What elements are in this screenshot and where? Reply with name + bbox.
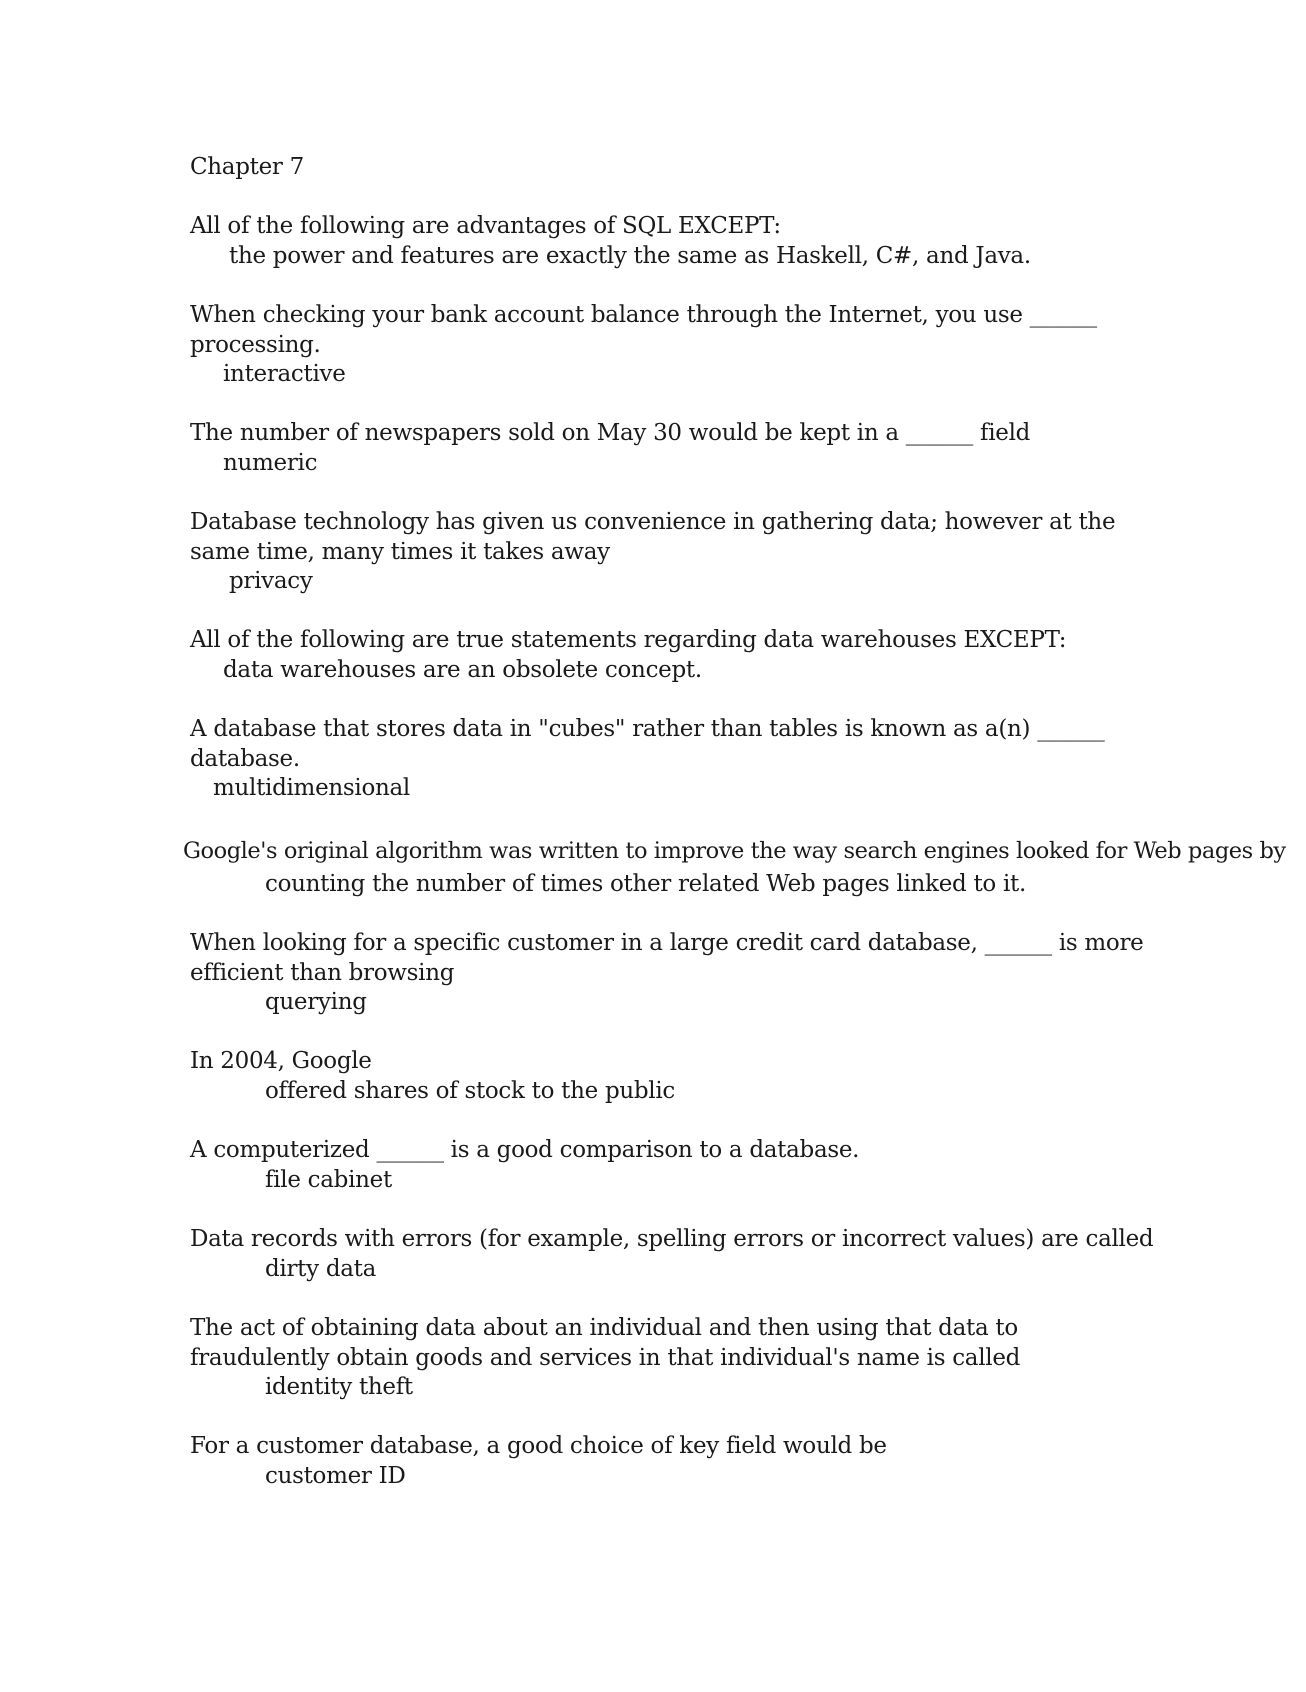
question-prompt: A database that stores data in "cubes" rather than tables is known as a(n) ______: [190, 716, 1105, 742]
question-prompt: For a customer database, a good choice of key field would be: [190, 1433, 887, 1459]
question-answer: identity theft: [265, 1374, 413, 1400]
question-answer: the power and features are exactly the same as Haskell, C#, and Java.: [229, 243, 1031, 269]
question-answer: numeric: [223, 450, 318, 476]
question-answer: interactive: [223, 361, 346, 387]
question-prompt: A computerized ______ is a good comparison to a database.: [190, 1137, 860, 1163]
question-answer: privacy: [229, 568, 313, 594]
question-prompt: The number of newspapers sold on May 30 would be kept in a ______ field: [190, 420, 1031, 446]
question-prompt: efficient than browsing: [190, 960, 455, 986]
question-prompt: When looking for a specific customer in a large credit card database, ______ is more: [190, 930, 1144, 956]
question-prompt: All of the following are true statements regarding data warehouses EXCEPT:: [190, 627, 1067, 653]
question-prompt: same time, many times it takes away: [190, 539, 610, 565]
question-answer: offered shares of stock to the public: [265, 1078, 675, 1104]
question-prompt: processing.: [190, 332, 321, 358]
question-answer: data warehouses are an obsolete concept.: [223, 657, 702, 683]
question-answer: counting the number of times other related Web pages linked to it.: [265, 871, 1026, 897]
question-answer: customer ID: [265, 1463, 406, 1489]
page-title: Chapter 7: [190, 154, 304, 180]
question-prompt: database.: [190, 746, 300, 772]
question-prompt: Database technology has given us convenience in gathering data; however at the: [190, 509, 1116, 535]
question-prompt: Google's original algorithm was written to improve the way search engines looked for Web pages by: [183, 838, 1286, 864]
question-prompt: When checking your bank account balance through the Internet, you use ______: [190, 302, 1097, 328]
question-answer: file cabinet: [265, 1167, 392, 1193]
question-prompt: Data records with errors (for example, spelling errors or incorrect values) are called: [190, 1226, 1154, 1252]
question-prompt: fraudulently obtain goods and services in that individual's name is called: [190, 1345, 1021, 1371]
question-answer: multidimensional: [213, 775, 410, 801]
question-prompt: All of the following are advantages of SQL EXCEPT:: [190, 213, 781, 239]
question-prompt: In 2004, Google: [190, 1048, 372, 1074]
question-answer: dirty data: [265, 1256, 377, 1282]
question-prompt: The act of obtaining data about an individual and then using that data to: [190, 1315, 1018, 1341]
question-answer: querying: [265, 989, 367, 1015]
